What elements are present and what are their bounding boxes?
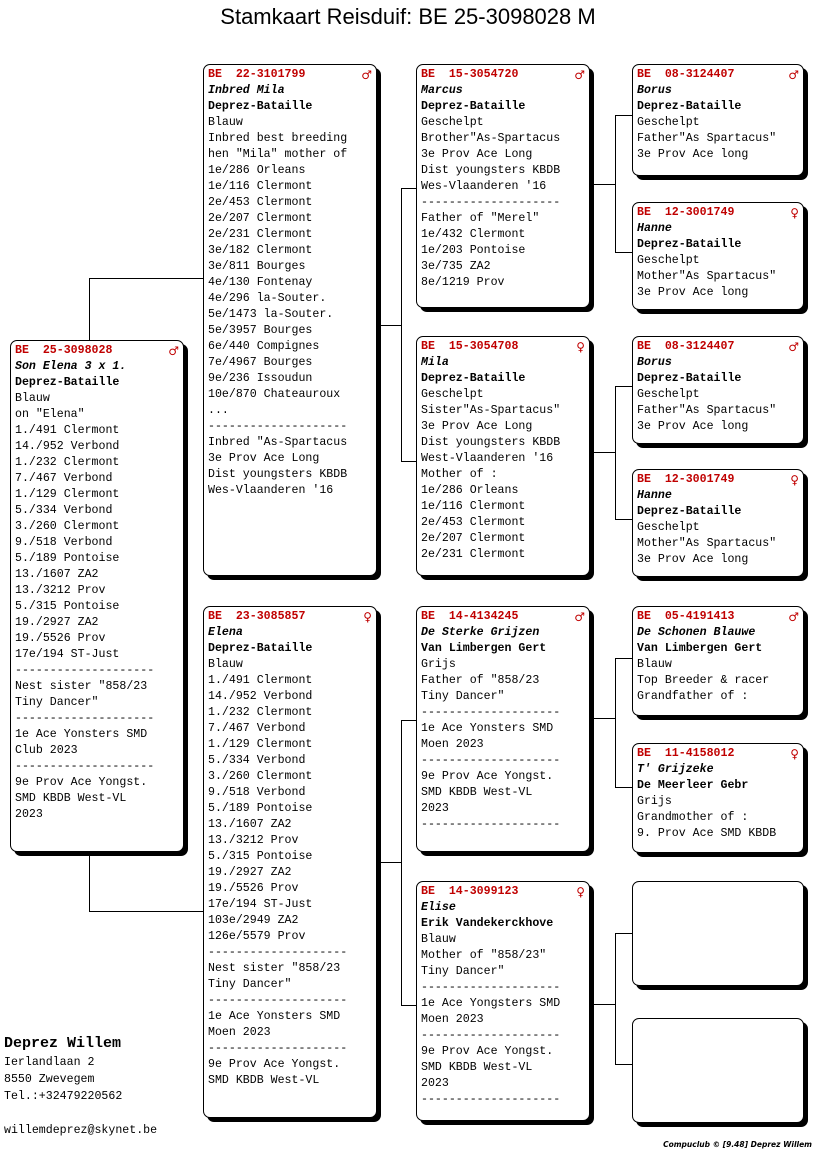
info-line: 1e/286 Orleans (208, 164, 306, 177)
info-line: Blauw (208, 116, 243, 129)
info-line: 19./5526 Prov (15, 632, 106, 645)
info-line: 1./129 Clermont (15, 488, 120, 501)
info-line: 9. Prov Ace SMD KBDB (637, 827, 777, 840)
info-line: 13./1607 ZA2 (208, 818, 292, 831)
breeder-name: Erik Vandekerckhove (421, 917, 554, 930)
info-line: 13./1607 ZA2 (15, 568, 99, 581)
info-line: 5./315 Pontoise (208, 850, 313, 863)
female-icon: ♀ (790, 206, 799, 220)
info-line: Grijs (637, 795, 672, 808)
ring-number: BE 08-3124407 (637, 68, 735, 81)
info-line: 3e Prov Ace long (637, 553, 749, 566)
info-line: Nest sister "858/23 (208, 962, 341, 975)
info-line: Geschelpt (421, 388, 484, 401)
card-empty (632, 881, 804, 986)
breeder-name: De Meerleer Gebr (637, 779, 749, 792)
info-line: 5./189 Pontoise (208, 802, 313, 815)
male-icon: ♂ (574, 610, 585, 624)
info-line: -------------------- (15, 760, 155, 773)
info-line: hen "Mila" mother of (208, 148, 348, 161)
connector-line (615, 115, 632, 116)
card-header (637, 205, 799, 221)
breeder-name: Deprez-Bataille (637, 100, 742, 113)
info-line: 19./2927 ZA2 (15, 616, 99, 629)
card-header (208, 609, 372, 625)
info-line: 2e/231 Clermont (421, 548, 526, 561)
info-line: 3./260 Clermont (208, 770, 313, 783)
owner-phone: Tel.:+32479220562 (4, 1090, 123, 1103)
connector-line (401, 461, 416, 462)
info-line: 1./491 Clermont (208, 674, 313, 687)
info-line: Mother of : (421, 468, 498, 481)
info-line: 2023 (421, 1077, 449, 1090)
info-line: -------------------- (421, 1093, 561, 1106)
info-line: 5./315 Pontoise (15, 600, 120, 613)
pigeon-name: Hanne (637, 222, 672, 235)
card-header (208, 67, 372, 83)
card-sire-dam-sire (632, 336, 804, 444)
info-line: 3e/735 ZA2 (421, 260, 491, 273)
card-header (421, 609, 585, 625)
ring-number: BE 22-3101799 (208, 68, 306, 81)
info-line: Moen 2023 (208, 1026, 271, 1039)
info-line: SMD KBDB West-VL (15, 792, 127, 805)
pigeon-name: Hanne (637, 489, 672, 502)
card-sire-sire-dam (632, 202, 804, 310)
info-line: 5./334 Verbond (208, 754, 306, 767)
info-line: Grandfather of : (637, 690, 749, 703)
connector-line (615, 933, 632, 934)
info-line: 2023 (15, 808, 43, 821)
info-line: 3e Prov Ace long (637, 420, 749, 433)
breeder-name: Deprez-Bataille (637, 372, 742, 385)
connector-line (615, 933, 616, 1065)
info-line: 1e Ace Yongsters SMD (421, 997, 561, 1010)
info-line: 1e Ace Yonsters SMD (15, 728, 148, 741)
breeder-name: Deprez-Bataille (208, 642, 313, 655)
card-dam (203, 606, 377, 1118)
ring-number: BE 12-3001749 (637, 206, 735, 219)
connector-line (381, 325, 402, 326)
info-line: Dist youngsters KBDB (208, 468, 348, 481)
info-line: -------------------- (421, 818, 561, 831)
connector-line (594, 1004, 615, 1005)
info-line: 14./952 Verbond (208, 690, 313, 703)
info-line: -------------------- (208, 946, 348, 959)
connector-line (615, 1064, 632, 1065)
owner-block (4, 1034, 157, 1139)
info-line: -------------------- (421, 981, 561, 994)
info-line: Father of "858/23 (421, 674, 540, 687)
card-header (637, 67, 799, 83)
info-line: 2023 (421, 802, 449, 815)
pigeon-name: Borus (637, 356, 672, 369)
pigeon-name: T' Grijzeke (637, 763, 714, 776)
info-line: 2e/453 Clermont (421, 516, 526, 529)
male-icon: ♂ (574, 68, 585, 82)
info-line: 2e/231 Clermont (208, 228, 313, 241)
breeder-name: Deprez-Bataille (15, 376, 120, 389)
info-line: on "Elena" (15, 408, 85, 421)
info-line: Blauw (208, 658, 243, 671)
male-icon: ♂ (168, 344, 179, 358)
info-line: Inbred best breeding (208, 132, 348, 145)
connector-line (615, 386, 616, 520)
footer-credit: Compuclub © [9.48] Deprez Willem (663, 1140, 812, 1149)
info-line: 8e/1219 Prov (421, 276, 505, 289)
connector-line (401, 1005, 416, 1006)
info-line: Geschelpt (637, 388, 700, 401)
card-header (421, 339, 585, 355)
male-icon: ♂ (788, 610, 799, 624)
card-header (15, 343, 179, 359)
info-line: 13./3212 Prov (15, 584, 106, 597)
card-dam-sire-sire (632, 606, 804, 716)
info-line: Mother of "858/23" (421, 949, 547, 962)
ring-number: BE 12-3001749 (637, 473, 735, 486)
card-empty (632, 1018, 804, 1123)
breeder-name: Deprez-Bataille (421, 372, 526, 385)
info-line: 7./467 Verbond (15, 472, 113, 485)
connector-line (401, 720, 402, 1006)
info-line: 6e/440 Compignes (208, 340, 320, 353)
card-dam-sire-dam (632, 743, 804, 853)
ring-number: BE 11-4158012 (637, 747, 735, 760)
info-line: 3e Prov Ace Long (421, 420, 533, 433)
info-line: 1e/116 Clermont (421, 500, 526, 513)
female-icon: ♀ (790, 473, 799, 487)
connector-line (89, 911, 203, 912)
card-dam-sire (416, 606, 590, 852)
male-icon: ♂ (788, 68, 799, 82)
info-line: Wes-Vlaanderen '16 (421, 180, 547, 193)
info-line: Tiny Dancer" (421, 690, 505, 703)
info-line: Geschelpt (637, 254, 700, 267)
info-line: 1e Ace Yonsters SMD (421, 722, 554, 735)
breeder-name: Deprez-Bataille (637, 238, 742, 251)
info-line: Mother"As Spartacus" (637, 537, 777, 550)
info-line: Wes-Vlaanderen '16 (208, 484, 334, 497)
pigeon-name: Borus (637, 84, 672, 97)
info-line: 4e/130 Fontenay (208, 276, 313, 289)
info-line: Moen 2023 (421, 738, 484, 751)
connector-line (594, 184, 615, 185)
info-line: 1e/203 Pontoise (421, 244, 526, 257)
card-header (637, 339, 799, 355)
info-line: Blauw (637, 658, 672, 671)
info-line: ... (208, 404, 229, 417)
card-sire-sire-sire (632, 64, 804, 176)
info-line: 19./5526 Prov (208, 882, 299, 895)
info-line: Mother"As Spartacus" (637, 270, 777, 283)
breeder-name: Deprez-Bataille (421, 100, 526, 113)
pigeon-name: Elena (208, 626, 243, 639)
info-line: 1./491 Clermont (15, 424, 120, 437)
ring-number: BE 15-3054708 (421, 340, 519, 353)
info-line: Father"As Spartacus" (637, 132, 777, 145)
connector-line (89, 856, 90, 912)
info-line: Blauw (15, 392, 50, 405)
info-line: 9e Prov Ace Yongst. (421, 1045, 554, 1058)
pigeon-name: Mila (421, 356, 449, 369)
info-line: 2e/207 Clermont (208, 212, 313, 225)
pigeon-name: Elise (421, 901, 456, 914)
info-line: 3e/182 Clermont (208, 244, 313, 257)
pigeon-name: Marcus (421, 84, 463, 97)
info-line: 9./518 Verbond (15, 536, 113, 549)
connector-line (401, 188, 402, 462)
info-line: Dist youngsters KBDB (421, 164, 561, 177)
info-line: Club 2023 (15, 744, 78, 757)
info-line: 10e/870 Chateauroux (208, 388, 341, 401)
info-line: -------------------- (208, 420, 348, 433)
info-line: Tiny Dancer" (208, 978, 292, 991)
male-icon: ♂ (788, 340, 799, 354)
info-line: 1./129 Clermont (208, 738, 313, 751)
ring-number: BE 14-4134245 (421, 610, 519, 623)
info-line: 17e/194 ST-Just (15, 648, 120, 661)
info-line: Tiny Dancer" (421, 965, 505, 978)
info-line: Grandmother of : (637, 811, 749, 824)
info-line: 9e Prov Ace Yongst. (421, 770, 554, 783)
card-header (637, 472, 799, 488)
info-line: 1./232 Clermont (15, 456, 120, 469)
info-line: Inbred "As-Spartacus (208, 436, 348, 449)
pigeon-name: Inbred Mila (208, 84, 285, 97)
info-line: 1e/432 Clermont (421, 228, 526, 241)
info-line: 3./260 Clermont (15, 520, 120, 533)
info-line: 1e/286 Orleans (421, 484, 519, 497)
info-line: Geschelpt (637, 116, 700, 129)
card-dam-dam (416, 881, 590, 1121)
info-line: -------------------- (15, 664, 155, 677)
info-line: Nest sister "858/23 (15, 680, 148, 693)
info-line: 5./334 Verbond (15, 504, 113, 517)
info-line: 1e/116 Clermont (208, 180, 313, 193)
info-line: 1e Ace Yonsters SMD (208, 1010, 341, 1023)
ring-number: BE 05-4191413 (637, 610, 735, 623)
info-line: 7e/4967 Bourges (208, 356, 313, 369)
info-line: -------------------- (421, 754, 561, 767)
breeder-name: Van Limbergen Gert (421, 642, 547, 655)
info-line: 2e/453 Clermont (208, 196, 313, 209)
info-line: 126e/5579 Prov (208, 930, 306, 943)
card-header (421, 67, 585, 83)
connector-line (594, 452, 615, 453)
ring-number: BE 15-3054720 (421, 68, 519, 81)
info-line: 2e/207 Clermont (421, 532, 526, 545)
info-line: 7./467 Verbond (208, 722, 306, 735)
male-icon: ♂ (361, 68, 372, 82)
info-line: -------------------- (208, 994, 348, 1007)
info-line: 3e Prov Ace long (637, 286, 749, 299)
pigeon-name: Son Elena 3 x 1. (15, 360, 127, 373)
card-sire (203, 64, 377, 576)
female-icon: ♀ (576, 885, 585, 899)
info-line: 1./232 Clermont (208, 706, 313, 719)
connector-line (615, 386, 632, 387)
info-line: Moen 2023 (421, 1013, 484, 1026)
info-line: 3e Prov Ace Long (208, 452, 320, 465)
info-line: -------------------- (421, 196, 561, 209)
info-line: 103e/2949 ZA2 (208, 914, 299, 927)
connector-line (615, 787, 632, 788)
connector-line (615, 115, 616, 253)
info-line: -------------------- (208, 1042, 348, 1055)
connector-line (615, 658, 632, 659)
female-icon: ♀ (576, 340, 585, 354)
ring-number: BE 08-3124407 (637, 340, 735, 353)
info-line: 5e/3957 Bourges (208, 324, 313, 337)
connector-line (401, 188, 416, 189)
info-line: -------------------- (15, 712, 155, 725)
info-line: Brother"As-Spartacus (421, 132, 561, 145)
card-header (637, 746, 799, 762)
owner-city: 8550 Zwevegem (4, 1073, 95, 1086)
card-subject (10, 340, 184, 852)
info-line: 9./518 Verbond (208, 786, 306, 799)
info-line: 3e/811 Bourges (208, 260, 306, 273)
connector-line (89, 278, 90, 340)
breeder-name: Van Limbergen Gert (637, 642, 763, 655)
connector-line (615, 658, 616, 788)
info-line: Top Breeder & racer (637, 674, 770, 687)
info-line: Sister"As-Spartacus" (421, 404, 561, 417)
info-line: Father of "Merel" (421, 212, 540, 225)
owner-street: Ierlandlaan 2 (4, 1056, 95, 1069)
connector-line (615, 252, 632, 253)
pigeon-name: De Sterke Grijzen (421, 626, 540, 639)
ring-number: BE 25-3098028 (15, 344, 113, 357)
ring-number: BE 14-3099123 (421, 885, 519, 898)
info-line: 5e/1473 la-Souter. (208, 308, 334, 321)
card-header (421, 884, 585, 900)
card-header (637, 609, 799, 625)
info-line: SMD KBDB West-VL (421, 786, 533, 799)
page-title: Stamkaart Reisduif: BE 25-3098028 M (220, 4, 596, 29)
info-line: SMD KBDB West-VL (421, 1061, 533, 1074)
connector-line (594, 718, 615, 719)
info-line: 9e/236 Issoudun (208, 372, 313, 385)
owner-email: willemdeprez@skynet.be (4, 1124, 158, 1137)
info-line: Tiny Dancer" (15, 696, 99, 709)
info-line: 3e Prov Ace long (637, 148, 749, 161)
info-line: -------------------- (421, 1029, 561, 1042)
owner-name: Deprez Willem (4, 1035, 122, 1052)
info-line: Blauw (421, 933, 456, 946)
ring-number: BE 23-3085857 (208, 610, 306, 623)
info-line: 3e Prov Ace Long (421, 148, 533, 161)
connector-line (89, 278, 203, 279)
info-line: Father"As Spartacus" (637, 404, 777, 417)
breeder-name: Deprez-Bataille (637, 505, 742, 518)
female-icon: ♀ (363, 610, 372, 624)
connector-line (401, 720, 416, 721)
info-line: 17e/194 ST-Just (208, 898, 313, 911)
info-line: Geschelpt (637, 521, 700, 534)
info-line: 9e Prov Ace Yongst. (208, 1058, 341, 1071)
info-line: West-Vlaanderen '16 (421, 452, 554, 465)
info-line: Geschelpt (421, 116, 484, 129)
card-sire-dam (416, 336, 590, 576)
info-line: 5./189 Pontoise (15, 552, 120, 565)
info-line: Grijs (421, 658, 456, 671)
info-line: 13./3212 Prov (208, 834, 299, 847)
connector-line (381, 862, 402, 863)
info-line: -------------------- (421, 706, 561, 719)
info-line: 4e/296 la-Souter. (208, 292, 327, 305)
female-icon: ♀ (790, 747, 799, 761)
info-line: 9e Prov Ace Yongst. (15, 776, 148, 789)
info-line: 19./2927 ZA2 (208, 866, 292, 879)
connector-line (615, 519, 632, 520)
breeder-name: Deprez-Bataille (208, 100, 313, 113)
info-line: Dist youngsters KBDB (421, 436, 561, 449)
card-sire-sire (416, 64, 590, 308)
card-sire-dam-dam (632, 469, 804, 577)
info-line: SMD KBDB West-VL (208, 1074, 320, 1087)
pigeon-name: De Schonen Blauwe (637, 626, 756, 639)
info-line: 14./952 Verbond (15, 440, 120, 453)
